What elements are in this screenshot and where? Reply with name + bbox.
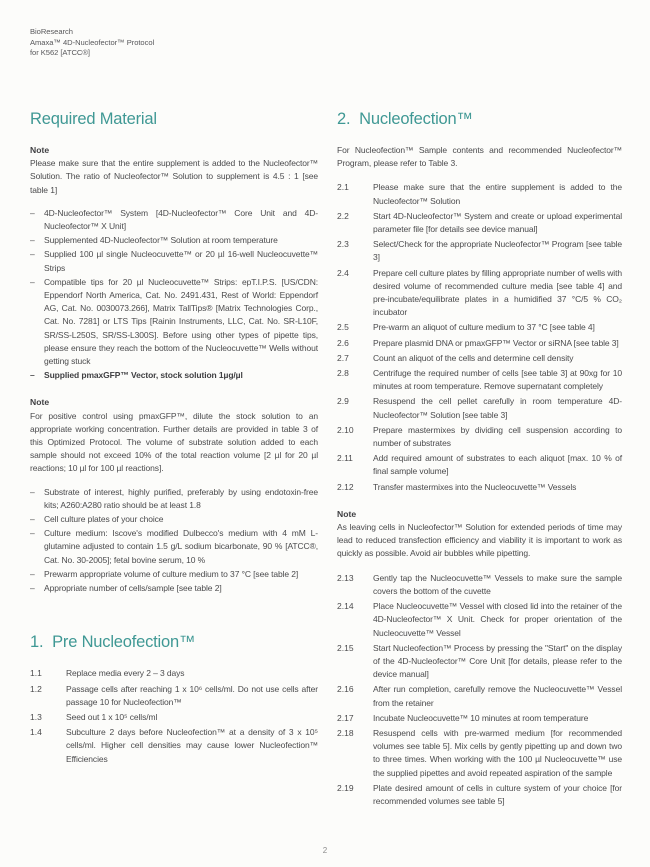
header-brand: BioResearch — [30, 27, 73, 36]
header-cellline: for K562 [ATCC®] — [30, 48, 90, 58]
step-number: 1.3 — [30, 711, 42, 722]
step-text: Resuspend cells with pre-warmed medium [for recommended volumes see table 5]. Mix cells by gently pipetting up and down two to three times. When working with the 100 µl Nucleocuvette™ use the supplied pipettes and avoid repeated aspiration of the sample — [373, 727, 622, 778]
nucleofection-steps-1 — [337, 181, 622, 493]
materials-list-item — [30, 207, 318, 233]
materials-list-item — [30, 276, 318, 368]
step-number: 2.17 — [337, 712, 354, 723]
header-product: Amaxa™ 4D-Nucleofector™ Protocol — [30, 37, 155, 47]
step-number: 2.8 — [337, 368, 349, 379]
step-text: Centrifuge the required number of cells [see table 3] at 90xg for 10 minutes at room temperature. Remove supernatant completely — [373, 368, 622, 392]
nucleofection-steps-2 — [337, 572, 622, 808]
list-item-text: Substrate of interest, highly purified, preferably by using endotoxin-free kits; A260:A280 ratio should be at least 1.8 — [44, 486, 318, 510]
intro-paragraph: For Nucleofection™ Sample contents and recommended Nucleofector™ Program, please refer to Table 3. — [337, 145, 622, 169]
pre-nucleofection-steps — [30, 667, 318, 765]
step-item — [337, 321, 622, 334]
step-item — [337, 267, 622, 320]
step-item — [337, 481, 622, 494]
step-text: Subculture 2 days before Nucleofection™ at a density of 3 x 10⁵ cells/ml. Higher cell densities may cause lower Nucleofection™ Efficiencies — [66, 727, 318, 764]
step-number: 2.19 — [337, 782, 354, 793]
step-number: 2.4 — [337, 267, 349, 278]
step-item — [337, 352, 622, 365]
step-item — [337, 238, 622, 264]
note-label: Note — [30, 397, 50, 408]
step-number: 2.15 — [337, 642, 354, 653]
step-text: Plate desired amount of cells in culture system of your choice [for recommended volumes see table 5] — [373, 782, 622, 806]
list-item-text: Supplemented 4D-Nucleofector™ Solution at room temperature — [44, 235, 278, 246]
materials-list-item — [30, 527, 318, 567]
list-item-text: Cell culture plates of your choice — [44, 514, 164, 525]
step-item — [30, 667, 318, 680]
step-text: Seed out 1 x 10⁵ cells/ml — [66, 711, 158, 722]
step-text: Start Nucleofection™ Process by pressing the "Start" on the display of the 4D-Nucleofector™ Core Unit [for details, please refer to the device manual] — [373, 642, 622, 680]
step-item — [337, 712, 622, 725]
step-text: Pre-warm an aliquot of culture medium to 37 °C [see table 4] — [373, 322, 595, 333]
materials-list-item — [30, 369, 318, 382]
step-number: 1.4 — [30, 727, 42, 738]
step-text: Prepare mastermixes by dividing cell suspension according to number of substrates — [373, 424, 622, 449]
step-text: Start 4D-Nucleofector™ System and create or upload experimental parameter file [for details see device manual] — [373, 210, 622, 235]
step-number: 1.2 — [30, 683, 42, 694]
step-number: 2.2 — [337, 210, 349, 221]
two-column-layout — [30, 110, 622, 810]
step-text: Incubate Nucleocuvette™ 10 minutes at room temperature — [373, 712, 589, 723]
step-text: Transfer mastermixes into the Nucleocuvette™ Vessels — [373, 481, 577, 492]
step-text: Gently tap the Nucleocuvette™ Vessels to make sure the sample covers the bottom of the cuvette — [373, 572, 622, 596]
note-label: Note — [30, 145, 50, 155]
list-item-text: Appropriate number of cells/sample [see table 2] — [44, 583, 222, 594]
step-number: 2.13 — [337, 572, 354, 583]
step-text: Passage cells after reaching 1 x 10⁶ cells/ml. Do not use cells after passage 10 for Nucleofection™ — [66, 683, 318, 707]
step-text: Select/Check for the appropriate Nucleofector™ Program [see table 3] — [373, 239, 622, 263]
materials-list-item — [30, 582, 318, 595]
step-item — [30, 711, 318, 724]
step-text: Replace media every 2 – 3 days — [66, 668, 185, 679]
step-item — [337, 572, 622, 598]
step-item — [337, 782, 622, 808]
right-column — [337, 110, 622, 810]
section-title-nucleofection: 2. Nucleofection™ — [337, 110, 473, 128]
step-number: 2.6 — [337, 337, 349, 348]
step-number: 2.12 — [337, 481, 354, 492]
step-item — [30, 683, 318, 709]
step-text: Place Nucleocuvette™ Vessel with closed lid into the retainer of the 4D-Nucleofector™ X Unit. Check for proper orientation of the Nucleocuvette™ Vessel — [373, 601, 622, 638]
materials-list-item — [30, 234, 318, 247]
list-item-text: Culture medium: Iscove's modified Dulbecco's medium with 4 mM L-glutamine adjusted to contain 1.5 g/L sodium bicarbonate, 90 % [ATCC®, Cat. No. 30-2005]; fetal bovine serum, 10 % — [44, 528, 318, 565]
step-number: 2.3 — [337, 239, 349, 250]
step-item — [337, 452, 622, 478]
list-item-text: Prewarm appropriate volume of culture medium to 37 °C [see table 2] — [44, 568, 299, 579]
note-paragraph: As leaving cells in Nucleofector™ Solution for extended periods of time may lead to reduced transfection efficiency and viability it is important to work as quickly as possible. Avoid air bubbles while pipetting. — [337, 522, 622, 559]
materials-list-1 — [30, 207, 318, 383]
step-item — [337, 424, 622, 450]
materials-list-item — [30, 513, 318, 526]
step-number: 2.5 — [337, 322, 349, 333]
step-number: 1.1 — [30, 668, 42, 679]
materials-list-item — [30, 248, 318, 274]
step-item — [337, 600, 622, 640]
left-column — [30, 110, 318, 810]
step-item — [337, 210, 622, 236]
doc-header — [30, 27, 154, 59]
step-text: Prepare plasmid DNA or pmaxGFP™ Vector or siRNA [see table 3] — [373, 337, 619, 348]
step-item — [337, 727, 622, 780]
step-number: 2.18 — [337, 727, 354, 738]
step-text: After run completion, carefully remove the Nucleocuvette™ Vessel from the retainer — [373, 684, 622, 708]
materials-list-item — [30, 568, 318, 581]
list-item-text: Compatible tips for 20 µl Nucleocuvette™ Strips: epT.I.P.S. [US/CDN: Eppendorf North America, Cat. No. 2491.431, Rest of World: Eppendorf AG, Cat. No. 0030073.266], Matrix TallTips® [Matrix Technologies Corp., Cat. No. 7281] or LTS Tips [Rainin Instruments, LLC, Cat. No. SR-L10F, SR/SS-L250S, SR/SS-L300S]. Before using other types of pipette tips, please ensure they reach the bottom of the Nucleocuvette™ Wells without getting stuck — [44, 276, 318, 367]
step-number: 2.11 — [337, 453, 353, 464]
section-title-required-material: Required Material — [30, 110, 157, 128]
step-number: 2.10 — [337, 424, 354, 435]
step-text: Resuspend the cell pellet carefully in room temperature 4D-Nucleofector™ Solution [see table 3] — [373, 396, 622, 420]
step-text: Prepare cell culture plates by filling appropriate number of wells with desired volume of recommended culture media [see table 4] and pre-incubate/equilibrate plates in a humidified 37 °C/5 % CO₂ incubator — [373, 267, 622, 318]
step-number: 2.9 — [337, 396, 349, 407]
step-number: 2.16 — [337, 684, 354, 695]
list-item-text: 4D-Nucleofector™ System [4D-Nucleofector™ Core Unit and 4D-Nucleofector™ X Unit] — [44, 207, 318, 232]
step-item — [337, 367, 622, 393]
page-number: 2 — [322, 846, 328, 855]
step-number: 2.7 — [337, 352, 349, 363]
note-paragraph: Please make sure that the entire supplement is added to the Nucleofector™ Solution. The ratio of Nucleofector™ Solution to supplement is 4.5 : 1 [see table 1] — [30, 158, 318, 195]
step-item — [337, 337, 622, 350]
materials-list-item — [30, 486, 318, 512]
step-number: 2.14 — [337, 601, 354, 612]
step-number: 2.1 — [337, 182, 349, 193]
note-paragraph: For positive control using pmaxGFP™, dilute the stock solution to an appropriate working concentration. Further details are provided in table 3 of this Optimized Protocol. The volume of substrate solution added to each sample should not exceed 10% of the total reaction volume [2 µl for 20 µl reactions; 10 µl for 100 µl reactions]. — [30, 410, 318, 474]
section-title-pre-nucleofection: 1. Pre Nucleofection™ — [30, 633, 196, 652]
step-item — [337, 395, 622, 421]
step-item — [337, 181, 622, 207]
step-item — [337, 642, 622, 682]
step-item — [337, 683, 622, 709]
step-item — [30, 726, 318, 766]
step-text: Please make sure that the entire supplement is added to the Nucleofector™ Solution — [373, 182, 622, 206]
note-label: Note — [337, 508, 357, 519]
step-text: Add required amount of substrates to each aliquot [max. 10 % of final sample volume] — [373, 453, 622, 477]
list-item-text: Supplied 100 µl single Nucleocuvette™ or 20 µl 16-well Nucleocuvette™ Strips — [44, 249, 318, 273]
list-item-text: Supplied pmaxGFP™ Vector, stock solution 1µg/µl — [44, 370, 243, 381]
step-text: Count an aliquot of the cells and determine cell density — [373, 352, 574, 363]
materials-list-2 — [30, 486, 318, 596]
